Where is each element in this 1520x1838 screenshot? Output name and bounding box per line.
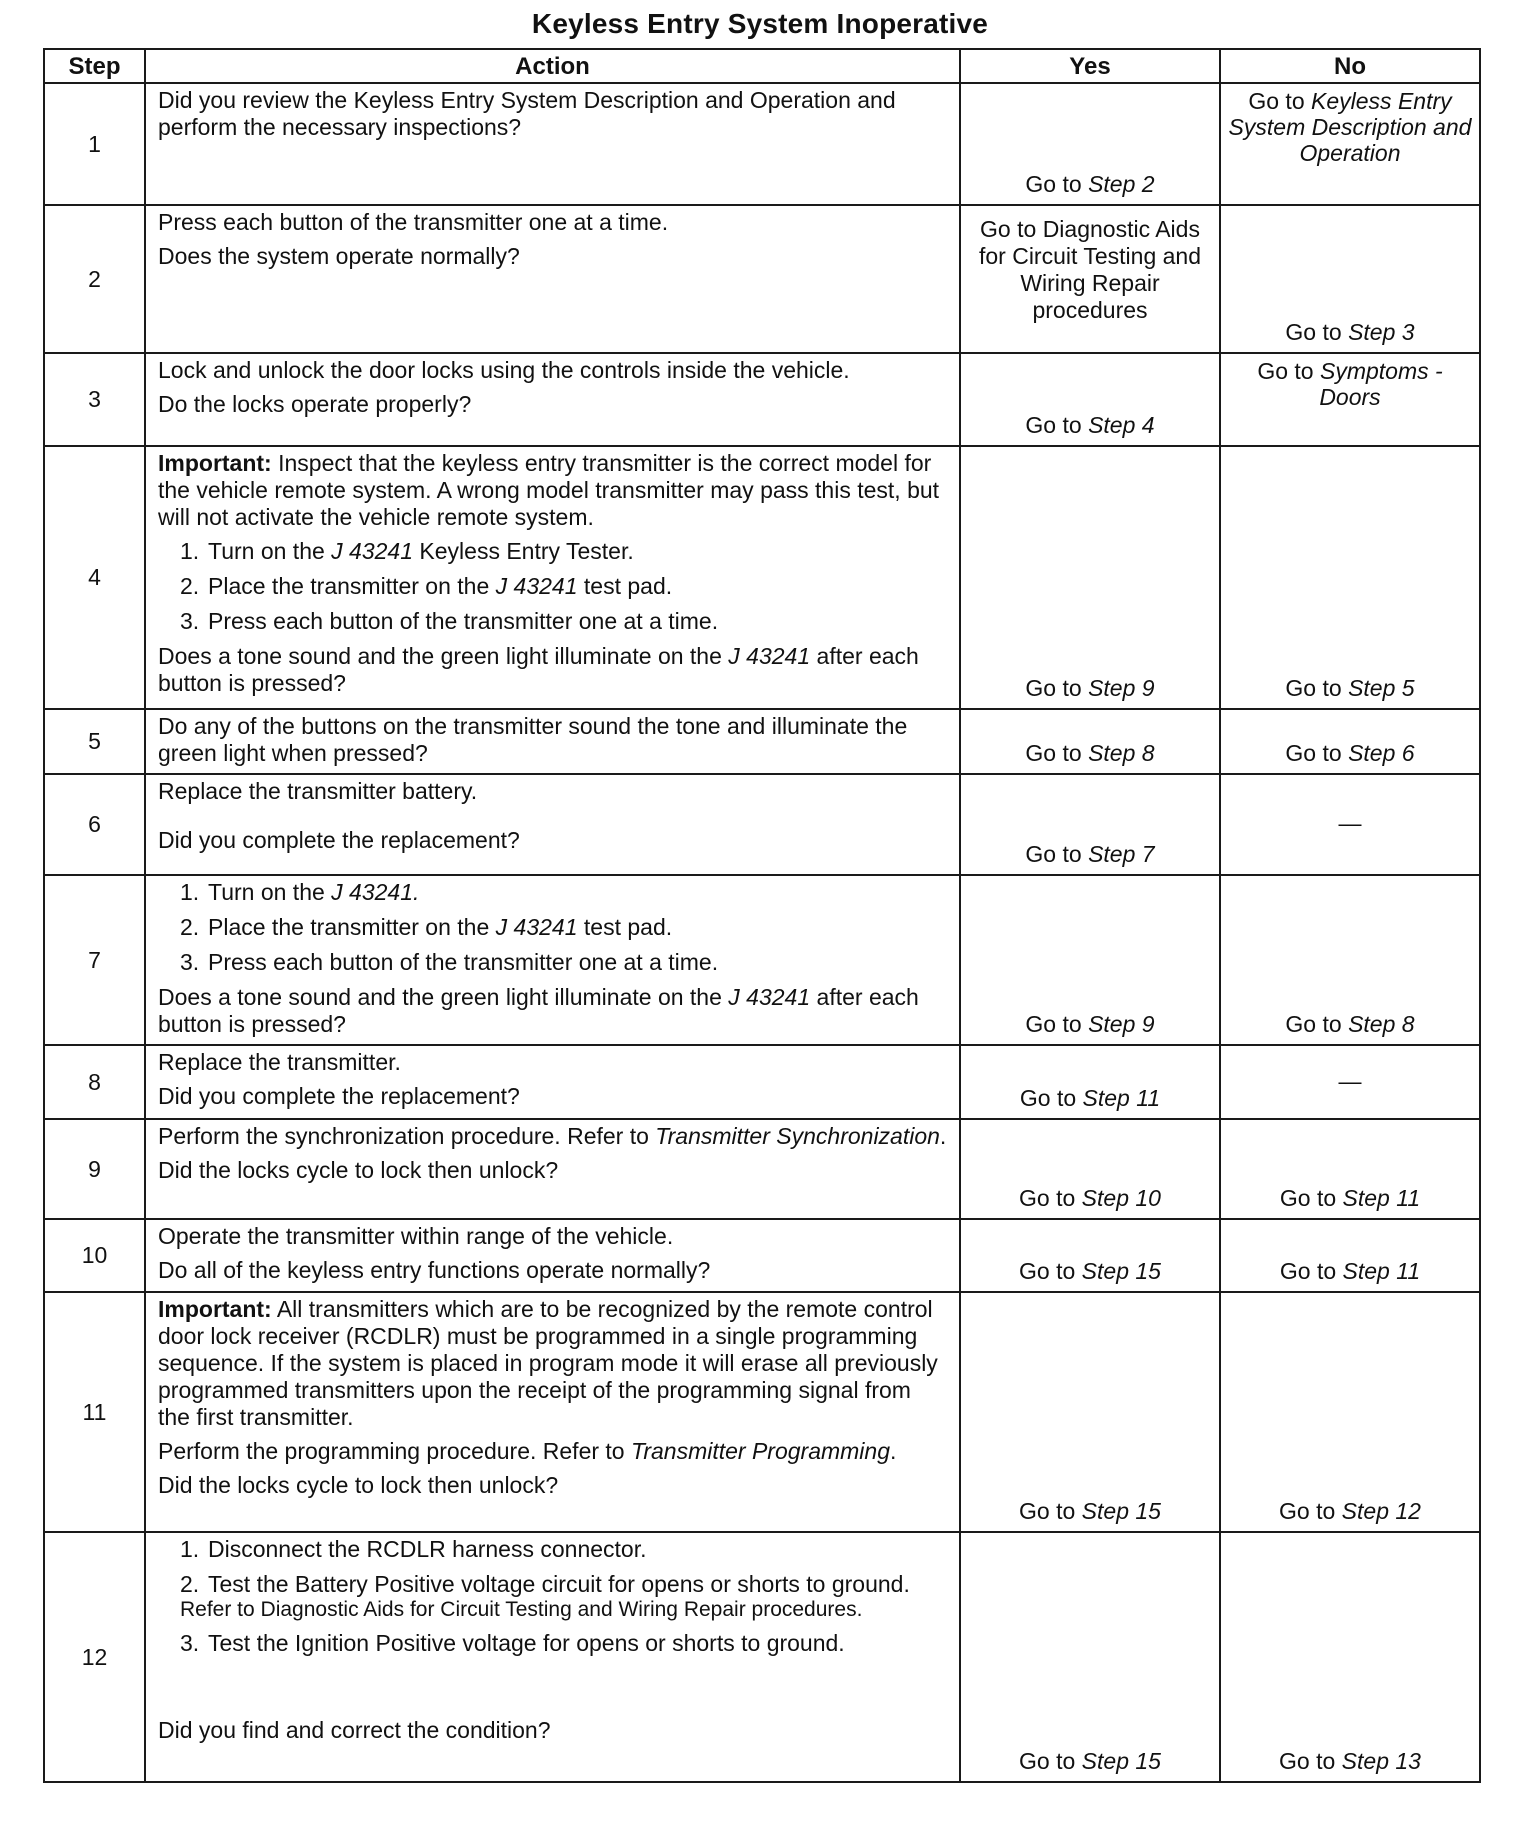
header-action: Action — [145, 49, 960, 83]
go-to-label: Go to — [1025, 171, 1082, 197]
yes-step-ref: Step 8 — [1088, 740, 1155, 766]
go-to-label: Go to — [1025, 675, 1082, 701]
go-to-label: Go to — [1025, 841, 1082, 867]
go-to-label: Go to — [1019, 1748, 1076, 1774]
page-title: Keyless Entry System Inoperative — [531, 8, 989, 39]
table-row-step-3 — [44, 353, 1480, 446]
yes-step-ref: Step 10 — [1081, 1185, 1161, 1211]
action-question: Did you complete the replacement? — [158, 1083, 520, 1109]
no-step-ref: Step 13 — [1341, 1748, 1421, 1774]
yes-text: Go to Diagnostic Aids for Circuit Testing and Wiring Repair procedures — [978, 216, 1201, 323]
action-cell — [145, 1532, 960, 1782]
action-question: Do any of the buttons on the transmitter sound the tone and illuminate the green light when pressed? — [158, 713, 908, 766]
go-to-label: Go to — [1279, 1498, 1336, 1524]
list-item: 3. Test the Ignition Positive voltage for opens or shorts to ground. — [180, 1630, 845, 1656]
yes-cell — [960, 1219, 1220, 1292]
list-item: 3. Press each button of the transmitter one at a time. — [180, 949, 719, 975]
yes-step-ref: Step 2 — [1088, 171, 1155, 197]
table-row-step-9 — [44, 1119, 1480, 1219]
step-number: 8 — [44, 1045, 145, 1119]
no-reference: Keyless Entry System Description and Operation — [1228, 88, 1472, 166]
yes-step-ref: Step 9 — [1088, 675, 1155, 701]
go-to-label: Go to — [1279, 1185, 1337, 1211]
yes-step-ref: Step 15 — [1081, 1498, 1161, 1524]
action-cell — [145, 83, 960, 205]
step-number: 11 — [44, 1292, 145, 1532]
step-number: 10 — [44, 1219, 145, 1292]
yes-cell — [960, 709, 1220, 774]
no-step-ref: Step 11 — [1342, 1185, 1421, 1211]
no-dash: — — [1338, 1067, 1362, 1094]
go-to-label: Go to — [1279, 1748, 1336, 1774]
action-question: Does a tone sound and the green light illuminate on the J 43241 after each button is pressed? — [158, 984, 919, 1037]
procedure-ref: Transmitter Programming — [630, 1438, 891, 1464]
header-yes: Yes — [960, 49, 1220, 83]
yes-step-ref: Step 11 — [1082, 1085, 1161, 1111]
table-row-step-2 — [44, 205, 1480, 353]
yes-step-ref: Step 15 — [1081, 1258, 1161, 1284]
tool-ref: J 43241 — [495, 573, 578, 599]
no-step-ref: Step 6 — [1348, 740, 1415, 766]
step-number: 2 — [44, 205, 145, 353]
diagnostic-table — [43, 48, 1481, 1783]
no-cell — [1220, 446, 1480, 709]
action-cell — [145, 875, 960, 1045]
action-text: Perform the programming procedure. Refer to Transmitter Programming. — [158, 1438, 897, 1464]
go-to-label: Go to — [1025, 412, 1082, 438]
go-to-label: Go to — [1019, 1258, 1076, 1284]
list-item: 1. Turn on the J 43241. — [180, 879, 420, 905]
no-step-ref: Step 5 — [1348, 675, 1415, 701]
action-question: Did the locks cycle to lock then unlock? — [158, 1157, 559, 1183]
action-question: Does the system operate normally? — [158, 243, 520, 269]
table-row-step-1 — [44, 83, 1480, 205]
action-text: Replace the transmitter battery. — [158, 778, 478, 804]
yes-cell — [960, 1119, 1220, 1219]
important-note — [158, 1296, 949, 1431]
action-text: Perform the synchronization procedure. Refer to Transmitter Synchronization. — [158, 1123, 947, 1149]
table-row-step-7 — [44, 875, 1480, 1045]
table-row-step-11 — [44, 1292, 1480, 1532]
table-row-step-12 — [44, 1532, 1480, 1782]
important-text: All transmitters which are to be recognized by the remote control door lock receiver (RCDLR) must be programmed in a single programming sequence. If the system is placed in program mode it will erase all previously programmed transmitters upon the receipt of the programming signal from the first transmitter. — [158, 1296, 938, 1430]
tool-ref: J 43241 — [331, 538, 414, 564]
action-question: Did you find and correct the condition? — [158, 1717, 551, 1743]
action-cell — [145, 1119, 960, 1219]
no-step-ref: Step 3 — [1348, 319, 1415, 345]
tool-ref: J 43241 — [728, 643, 811, 669]
no-cell — [1220, 774, 1480, 875]
header-step: Step — [44, 49, 145, 83]
important-note — [158, 450, 949, 531]
table-row-step-5 — [44, 709, 1480, 774]
no-cell — [1220, 83, 1480, 205]
procedure-ref: Transmitter Synchronization — [655, 1123, 940, 1149]
header-no: No — [1220, 49, 1480, 83]
list-item: 2. Place the transmitter on the J 43241 test pad. — [180, 914, 673, 940]
action-cell — [145, 774, 960, 875]
action-text: Did you review the Keyless Entry System Description and Operation and perform the necessary inspections? — [158, 87, 896, 140]
list-item: 3. Press each button of the transmitter one at a time. — [180, 608, 719, 634]
action-text: Replace the transmitter. — [158, 1049, 401, 1075]
table-row-step-6 — [44, 774, 1480, 875]
go-to-label: Go to — [1025, 740, 1082, 766]
yes-cell — [960, 83, 1220, 205]
step-number: 5 — [44, 709, 145, 774]
table-header-row — [44, 49, 1480, 83]
yes-cell — [960, 875, 1220, 1045]
go-to-label: Go to — [1019, 1085, 1077, 1111]
table-row-step-8 — [44, 1045, 1480, 1119]
action-question: Does a tone sound and the green light illuminate on the J 43241 after each button is pressed? — [158, 643, 919, 696]
step-number: 6 — [44, 774, 145, 875]
tool-ref: J 43241 — [495, 914, 578, 940]
no-cell — [1220, 1219, 1480, 1292]
action-cell — [145, 446, 960, 709]
action-cell — [145, 1292, 960, 1532]
step-number: 12 — [44, 1532, 145, 1782]
action-text: Lock and unlock the door locks using the controls inside the vehicle. — [158, 357, 850, 383]
go-to-label: Go to — [1025, 1011, 1082, 1037]
list-item: 2. Test the Battery Positive voltage circuit for opens or shorts to ground. Refer to Diagnostic Aids for Circuit Testing and Wiring Repair procedures. — [180, 1571, 949, 1622]
action-question: Did the locks cycle to lock then unlock? — [158, 1472, 559, 1498]
action-text: Operate the transmitter within range of the vehicle. — [158, 1223, 674, 1249]
no-step-ref: Step 8 — [1348, 1011, 1415, 1037]
table-row-step-4 — [44, 446, 1480, 709]
action-cell — [145, 709, 960, 774]
go-to-label: Go to — [1285, 740, 1342, 766]
important-label: Important: — [158, 450, 272, 476]
no-step-ref: Step 12 — [1341, 1498, 1421, 1524]
action-question: Do all of the keyless entry functions operate normally? — [158, 1257, 711, 1283]
no-dash: — — [1338, 810, 1362, 836]
yes-cell — [960, 774, 1220, 875]
yes-step-ref: Step 4 — [1088, 412, 1155, 438]
list-item: 1. Turn on the J 43241 Keyless Entry Tester. — [180, 538, 634, 564]
go-to-label: Go to — [1285, 675, 1342, 701]
step-number: 3 — [44, 353, 145, 446]
list-item: 2. Place the transmitter on the J 43241 test pad. — [180, 573, 673, 599]
tool-ref: J 43241 — [728, 984, 811, 1010]
yes-cell — [960, 205, 1220, 353]
go-to-label: Go to — [1279, 1258, 1337, 1284]
go-to-label: Go to — [1248, 88, 1305, 114]
yes-cell — [960, 1045, 1220, 1119]
list-item-subtext: Refer to Diagnostic Aids for Circuit Testing and Wiring Repair procedures. — [180, 1598, 863, 1621]
no-reference: Symptoms - Doors — [1319, 358, 1443, 410]
no-cell — [1220, 709, 1480, 774]
yes-step-ref: Step 7 — [1088, 841, 1155, 867]
action-cell — [145, 1219, 960, 1292]
important-label: Important: — [158, 1296, 272, 1322]
go-to-label: Go to — [1019, 1498, 1076, 1524]
go-to-label: Go to — [1257, 358, 1314, 384]
yes-cell — [960, 1532, 1220, 1782]
no-cell — [1220, 1292, 1480, 1532]
step-number: 7 — [44, 875, 145, 1045]
action-cell — [145, 1045, 960, 1119]
yes-cell — [960, 1292, 1220, 1532]
step-number: 4 — [44, 446, 145, 709]
go-to-label: Go to — [1019, 1185, 1076, 1211]
step-number: 9 — [44, 1119, 145, 1219]
action-cell — [145, 353, 960, 446]
no-cell — [1220, 205, 1480, 353]
no-cell — [1220, 875, 1480, 1045]
important-text: Inspect that the keyless entry transmitter is the correct model for the vehicle remote system. A wrong model transmitter may pass this test, but will not activate the vehicle remote system. — [158, 450, 940, 530]
yes-step-ref: Step 9 — [1088, 1011, 1155, 1037]
table-row-step-10 — [44, 1219, 1480, 1292]
yes-cell — [960, 446, 1220, 709]
list-item: 1. Disconnect the RCDLR harness connector. — [180, 1536, 647, 1562]
action-question: Did you complete the replacement? — [158, 827, 520, 853]
action-question: Do the locks operate properly? — [158, 391, 472, 417]
go-to-label: Go to — [1285, 319, 1342, 345]
go-to-label: Go to — [1285, 1011, 1342, 1037]
action-cell — [145, 205, 960, 353]
tool-ref: J 43241. — [331, 879, 420, 905]
no-step-ref: Step 11 — [1342, 1258, 1421, 1284]
yes-cell — [960, 353, 1220, 446]
no-cell — [1220, 353, 1480, 446]
step-number: 1 — [44, 83, 145, 205]
no-cell — [1220, 1045, 1480, 1119]
action-text: Press each button of the transmitter one at a time. — [158, 209, 669, 235]
no-cell — [1220, 1532, 1480, 1782]
yes-step-ref: Step 15 — [1081, 1748, 1161, 1774]
no-cell — [1220, 1119, 1480, 1219]
